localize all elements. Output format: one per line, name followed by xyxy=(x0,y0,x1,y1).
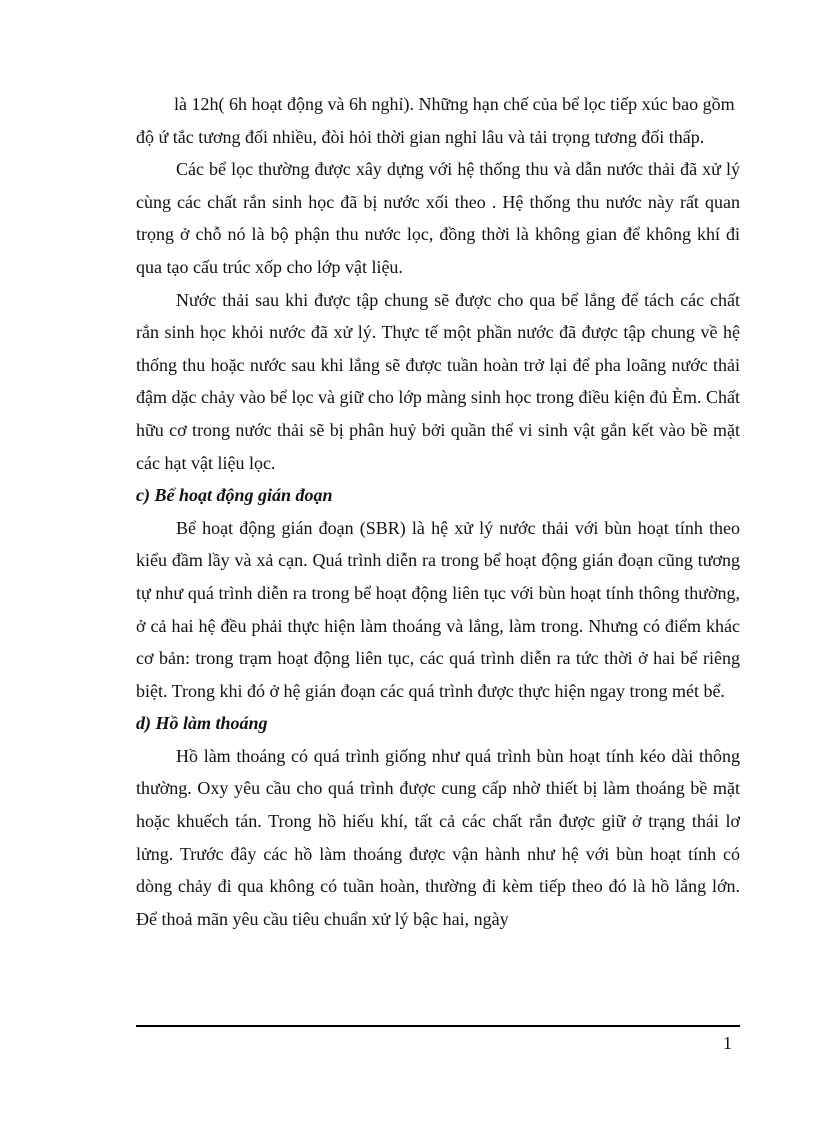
paragraph-filter-collection: Các bể lọc thường được xây dựng với hệ thống thu và dẫn nước thải đã xử lý cùng các chất rắn sinh học đã bị nước xối theo . Hệ thống thu nước này rất quan trọng ở chỗ nó là bộ phận thu nước lọc, đồng thời là không gian để không khí đi qua tạo cấu trúc xốp cho lớp vật liệu. xyxy=(136,159,740,277)
paragraph-settling: Nước thải sau khi được tập chung sẽ được cho qua bể lắng để tách các chất rắn sinh học khỏi nước đã xử lý. Thực tế một phần nước đã được tập chung về hệ thống thu hoặc nước sau khi lắng sẽ được tuần hoàn trở lại để pha loãng nước thải đậm dặc chảy vào bể lọc và giữ cho lớp màng sinh học trong điều kiện đủ Èm. Chất hữu cơ trong nước thải sẽ bị phân huỷ bởi quần thể vi sinh vật gắn kết vào bề mặt các hạt vật liệu lọc. xyxy=(136,289,740,473)
document-body xyxy=(136,88,740,935)
section-heading-sbr: c) Bể hoạt động gián đoạn xyxy=(136,485,333,506)
footer-rule xyxy=(136,1025,740,1027)
section-heading-aerated-lagoon: d) Hồ làm thoáng xyxy=(136,713,268,734)
page-number: 1 xyxy=(723,1033,732,1053)
paragraph-sbr: Bể hoạt động gián đoạn (SBR) là hệ xử lý nước thải với bùn hoạt tính theo kiểu đầm lầy và xả cạn. Quá trình diễn ra trong bể hoạt động gián đoạn cũng tương tự như quá trình diễn ra trong bể hoạt động liên tục với bùn hoạt tính thông thường, ở cả hai hệ đều phải thực hiện làm thoáng và lắng, làm trong. Nhưng có điểm khác cơ bản: trong trạm hoạt động liên tục, các quá trình diễn ra tức thời ở hai bể riêng biệt. Trong khi đó ở hệ gián đoạn các quá trình được thực hiện ngay trong mét bể. xyxy=(136,517,740,701)
paragraph-aerated-lagoon: Hồ làm thoáng có quá trình giống như quá trình bùn hoạt tính kéo dài thông thường. Oxy yêu cầu cho quá trình được cung cấp nhờ thiết bị làm thoáng bề mặt hoặc khuếch tán. Trong hồ hiếu khí, tất cả các chất rắn được giữ ở trạng thái lơ lửng. Trước đây các hồ làm thoáng được vận hành như hệ với bùn hoạt tính có dòng chảy đi qua không có tuần hoàn, thường đi kèm tiếp theo đó là hồ lắng lớn. Để thoả mãn yêu cầu tiêu chuẩn xử lý bậc hai, ngày xyxy=(136,745,740,929)
paragraph-continuation: là 12h( 6h hoạt động và 6h nghỉ). Những hạn chế của bể lọc tiếp xúc bao gồm độ ứ tắc tương đối nhiều, đòi hỏi thời gian nghỉ lâu và tải trọng tương đối thấp. xyxy=(136,94,735,147)
